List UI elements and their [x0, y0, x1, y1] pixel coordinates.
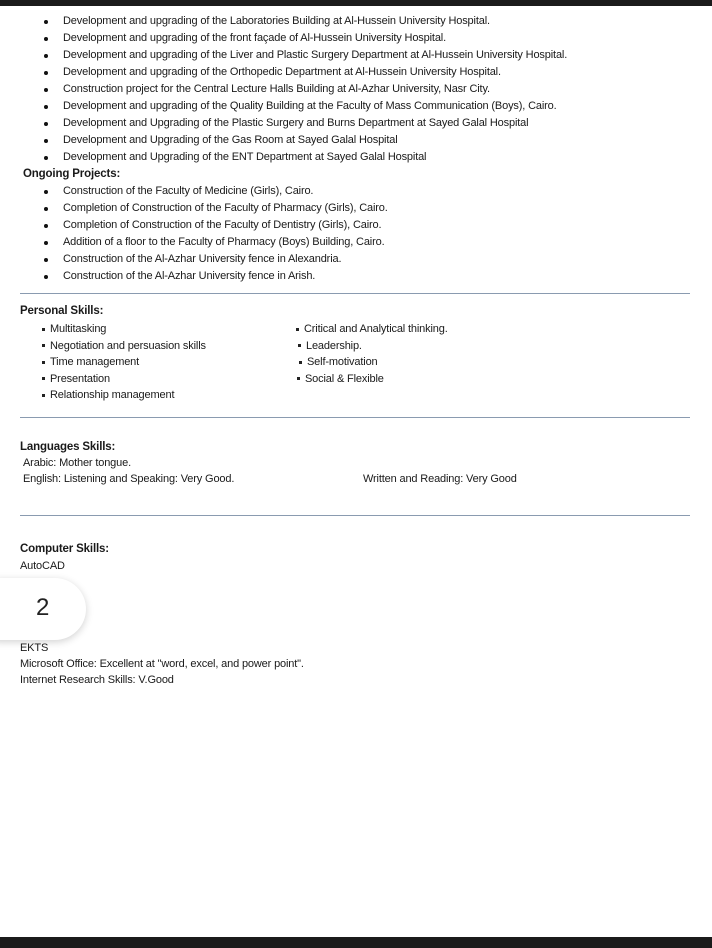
list-item: Construction of the Faculty of Medicine (Girls), Cairo.: [44, 183, 388, 200]
personal-skills-heading: Personal Skills:: [20, 305, 104, 317]
list-item: Construction project for the Central Lecture Halls Building at Al-Azhar University, Nasr City.: [44, 81, 567, 98]
skill-item: Self-motivation: [299, 354, 378, 371]
language-english-written: Written and Reading: Very Good: [363, 473, 517, 485]
skill-item: Presentation: [42, 371, 110, 388]
skill-item: Critical and Analytical thinking.: [296, 321, 448, 338]
section-divider: [20, 417, 690, 418]
ongoing-projects-list: [44, 183, 388, 285]
computer-skill-item: Internet Research Skills: V.Good: [20, 674, 174, 686]
computer-skill-item: Microsoft Office: Excellent at "word, excel, and power point".: [20, 658, 304, 670]
list-item: Development and upgrading of the front façade of Al-Hussein University Hospital.: [44, 30, 567, 47]
ongoing-projects-heading: Ongoing Projects:: [23, 168, 121, 180]
list-item: Development and Upgrading of the Plastic Surgery and Burns Department at Sayed Galal Hospital: [44, 115, 567, 132]
computer-skill-item: AutoCAD: [20, 560, 65, 572]
list-item: Completion of Construction of the Faculty of Pharmacy (Girls), Cairo.: [44, 200, 388, 217]
skill-item: Social & Flexible: [297, 371, 384, 388]
languages-heading: Languages Skills:: [20, 441, 116, 453]
list-item: Addition of a floor to the Faculty of Pharmacy (Boys) Building, Cairo.: [44, 234, 388, 251]
list-item: Development and upgrading of the Quality Building at the Faculty of Mass Communication (Boys), Cairo.: [44, 98, 567, 115]
bottom-bar: [0, 937, 712, 948]
computer-skill-item: EKTS: [20, 642, 49, 654]
list-item: Development and Upgrading of the Gas Room at Sayed Galal Hospital: [44, 132, 567, 149]
language-english-speaking: English: Listening and Speaking: Very Good.: [23, 473, 235, 485]
completed-projects-list: [44, 13, 567, 166]
page-number: 2: [36, 594, 50, 621]
skill-item: Relationship management: [42, 387, 174, 404]
skill-item: Negotiation and persuasion skills: [42, 338, 206, 355]
section-divider: [20, 293, 690, 294]
section-divider: [20, 515, 690, 516]
skill-item: Leadership.: [298, 338, 362, 355]
language-arabic: Arabic: Mother tongue.: [23, 457, 131, 469]
computer-skills-heading: Computer Skills:: [20, 543, 109, 555]
list-item: Development and Upgrading of the ENT Department at Sayed Galal Hospital: [44, 149, 567, 166]
list-item: Development and upgrading of the Laboratories Building at Al-Hussein University Hospital.: [44, 13, 567, 30]
skill-item: Multitasking: [42, 321, 106, 338]
top-bar: [0, 0, 712, 6]
list-item: Construction of the Al-Azhar University fence in Arish.: [44, 268, 388, 285]
list-item: Development and upgrading of the Orthopedic Department at Al-Hussein University Hospital.: [44, 64, 567, 81]
list-item: Development and upgrading of the Liver and Plastic Surgery Department at Al-Hussein University Hospital.: [44, 47, 567, 64]
list-item: Construction of the Al-Azhar University fence in Alexandria.: [44, 251, 388, 268]
list-item: Completion of Construction of the Faculty of Dentistry (Girls), Cairo.: [44, 217, 388, 234]
skill-item: Time management: [42, 354, 139, 371]
